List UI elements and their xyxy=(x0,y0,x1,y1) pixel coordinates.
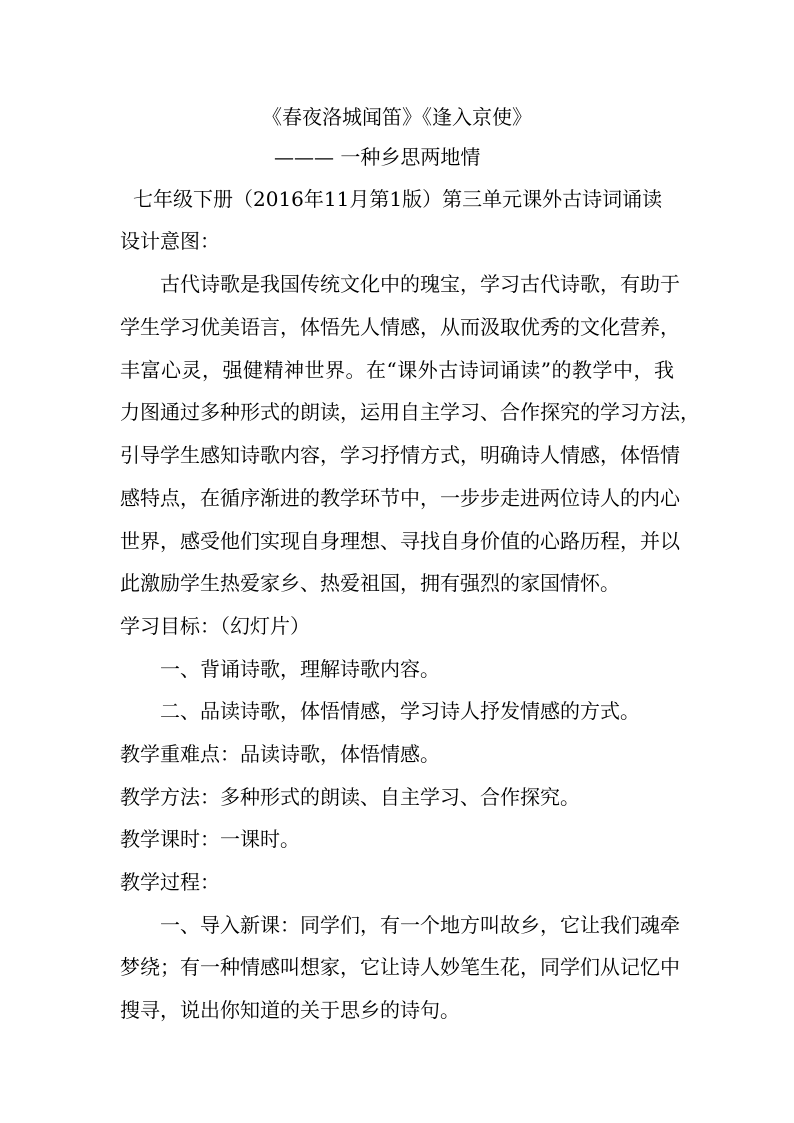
design-paragraph-line: 丰富心灵，强健精神世界。在“课外古诗词诵读”的教学中，我 xyxy=(120,358,674,382)
design-paragraph-line: 世界，感受他们实现自身理想、寻找自身价值的心路历程，并以 xyxy=(120,529,680,553)
design-paragraph-line: 引导学生感知诗歌内容，学习抒情方式，明确诗人情感，体悟情 xyxy=(120,443,680,467)
process-heading: 教学过程： xyxy=(120,870,220,894)
design-heading: 设计意图： xyxy=(120,229,220,253)
goal-item: 二、品读诗歌，体悟情感，学习诗人抒发情感的方式。 xyxy=(160,699,640,723)
grade-line: 七年级下册（2016年11月第1版）第三单元课外古诗词诵读 xyxy=(133,187,663,211)
design-paragraph-line: 此激励学生热爱家乡、热爱祖国，拥有强烈的家国情怀。 xyxy=(120,571,620,595)
process-paragraph-line: 搜寻，说出你知道的关于思乡的诗句。 xyxy=(120,998,460,1022)
goals-heading: 学习目标：（幻灯片） xyxy=(120,614,310,638)
design-paragraph-line: 学生学习优美语言，体悟先人情感，从而汲取优秀的文化营养， xyxy=(120,315,680,339)
document-title: 《春夜洛城闻笛》《逢入京使》 xyxy=(262,105,532,129)
teaching-periods: 教学课时：一课时。 xyxy=(120,827,300,851)
key-points: 教学重难点：品读诗歌，体悟情感。 xyxy=(120,742,440,766)
process-paragraph-line: 一、导入新课：同学们，有一个地方叫故乡，它让我们魂牵 xyxy=(160,913,680,937)
goal-item: 一、背诵诗歌，理解诗歌内容。 xyxy=(160,657,440,681)
process-paragraph-line: 梦绕；有一种情感叫想家，它让诗人妙笔生花，同学们从记忆中 xyxy=(120,955,680,979)
teaching-methods: 教学方法：多种形式的朗读、自主学习、合作探究。 xyxy=(120,785,580,809)
design-paragraph-line: 古代诗歌是我国传统文化中的瑰宝，学习古代诗歌，有助于 xyxy=(160,272,680,296)
design-paragraph-line: 感特点，在循序渐进的教学环节中，一步步走进两位诗人的内心 xyxy=(120,486,680,510)
document-subtitle: ——— 一种乡思两地情 xyxy=(274,145,481,169)
design-paragraph-line: 力图通过多种形式的朗读，运用自主学习、合作探究的学习方法， xyxy=(120,400,700,424)
